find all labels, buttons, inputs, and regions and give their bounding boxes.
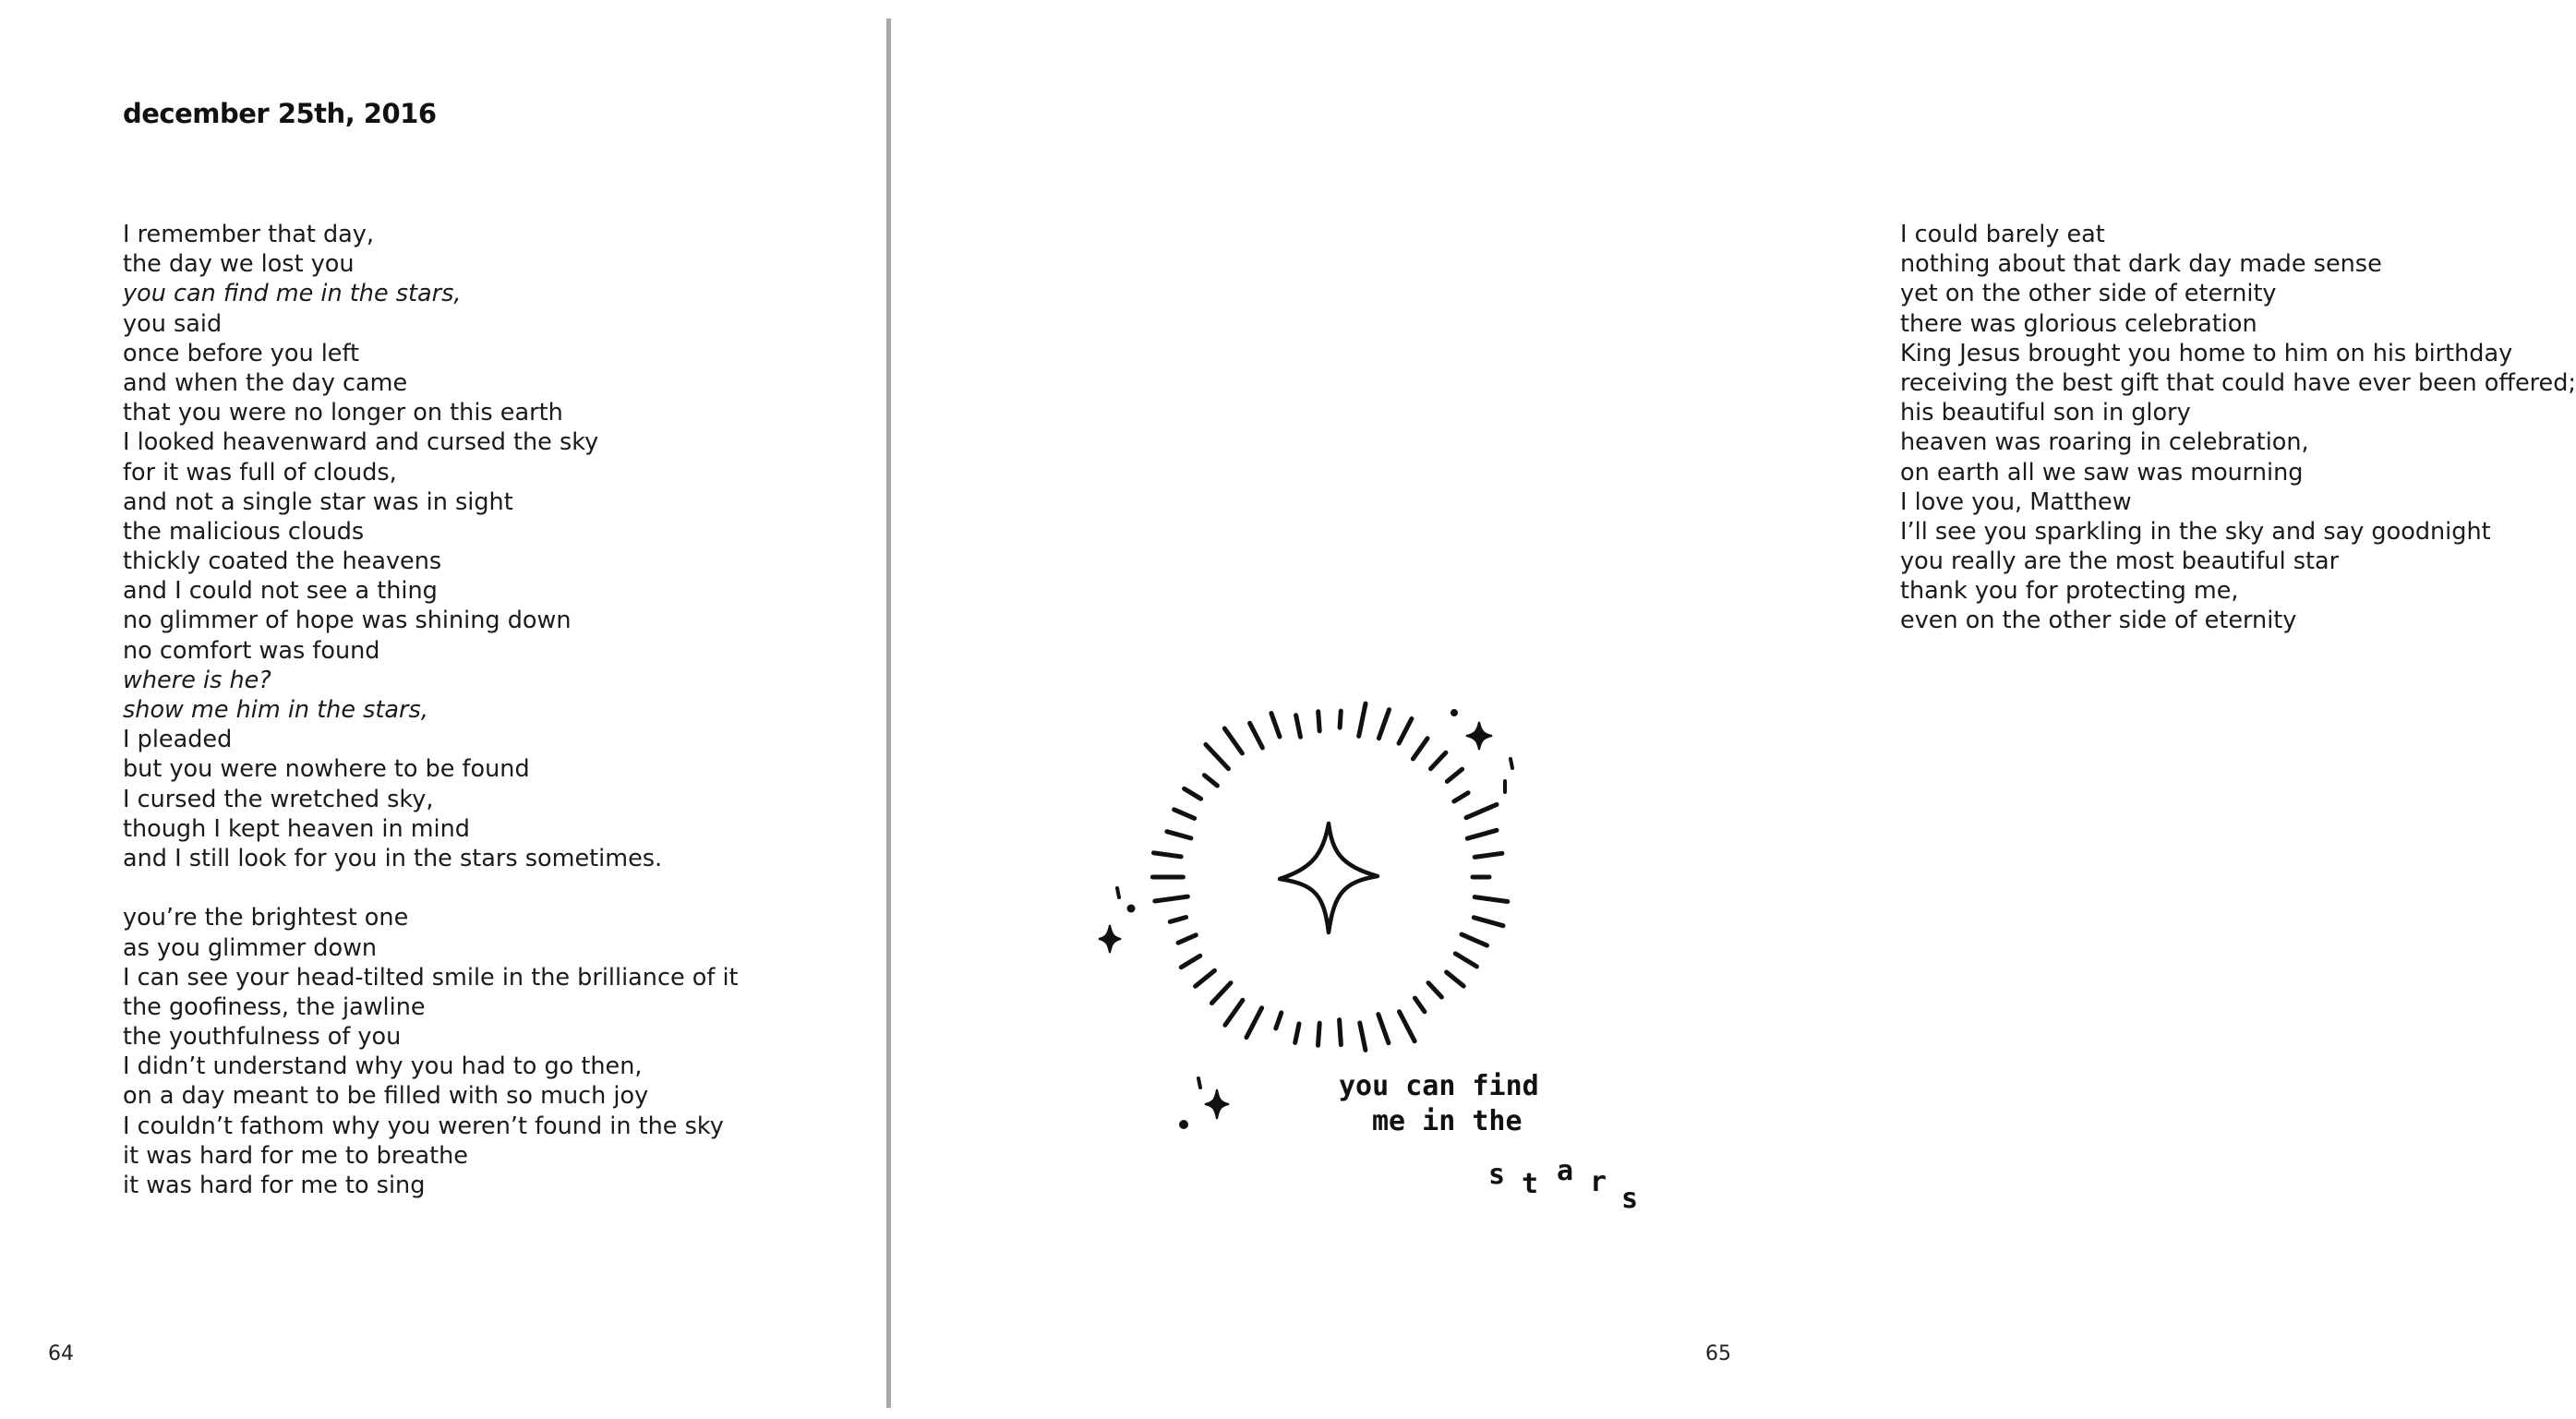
- ray-mark: [1475, 897, 1508, 902]
- ray-mark: [1181, 956, 1200, 967]
- ray-mark: [1340, 711, 1341, 728]
- ray-mark: [1296, 716, 1301, 738]
- poem-title: december 25th, 2016: [123, 98, 437, 129]
- ray-mark: [1454, 793, 1468, 801]
- poem-line: yet on the other side of eternity: [1900, 280, 2277, 308]
- ray-mark: [1295, 1024, 1299, 1043]
- ray-mark: [1196, 970, 1215, 986]
- dot-icon: [1179, 1120, 1188, 1129]
- poem-line: nothing about that dark day made sense: [1900, 250, 2382, 279]
- poem-line: you’re the brightest one: [123, 904, 409, 932]
- poem-line: the goofiness, the jawline: [123, 992, 426, 1021]
- ray-mark: [1246, 1008, 1262, 1038]
- dot-icon: [1127, 905, 1136, 913]
- poem-line: there was glorious celebration: [1900, 309, 2257, 338]
- ray-mark: [1462, 934, 1487, 945]
- ray-mark: [1250, 723, 1263, 748]
- ray-mark: [1378, 1015, 1389, 1043]
- star-illustration: [1062, 683, 1653, 1215]
- poem-line: thickly coated the heavens: [123, 547, 442, 576]
- poem-line: show me him in the stars,: [123, 696, 428, 724]
- sparkle-icon: [1099, 925, 1121, 953]
- left-page: [0, 0, 886, 1419]
- caption-line-1: you can find: [1339, 1070, 1539, 1102]
- poem-line: the day we lost you: [123, 250, 355, 279]
- ray-mark: [1474, 918, 1503, 926]
- radiant-star-icon: [1280, 824, 1378, 932]
- ray-mark: [1170, 918, 1186, 922]
- poem-line: receiving the best gift that could have ever been offered;: [1900, 368, 2576, 397]
- poem-line: no comfort was found: [123, 636, 380, 665]
- poem-line: on a day meant to be filled with so much joy: [123, 1082, 649, 1111]
- poem-line: I can see your head-tilted smile in the brilliance of it: [123, 963, 739, 992]
- ray-mark: [1340, 1020, 1342, 1045]
- ray-mark: [1318, 712, 1320, 731]
- caption-letter: a: [1557, 1155, 1574, 1187]
- poem-line: and not a single star was in sight: [123, 487, 513, 516]
- caption-line-2: me in the: [1372, 1105, 1523, 1137]
- poem-line: on earth all we saw was mourning: [1900, 458, 2304, 487]
- page-number-left: 64: [48, 1342, 74, 1365]
- poem-line: and when the day came: [123, 368, 408, 397]
- ray-mark: [1447, 769, 1462, 781]
- poem-line: I didn’t understand why you had to go then,: [123, 1052, 643, 1081]
- sparkle-icon: [1205, 1089, 1229, 1119]
- poem-line: no glimmer of hope was shining down: [123, 607, 572, 635]
- poem-line: I’ll see you sparkling in the sky and say goodnight: [1900, 517, 2491, 546]
- poem-line: I looked heavenward and cursed the sky: [123, 428, 599, 457]
- poem-line: thank you for protecting me,: [1900, 577, 2239, 606]
- ray-mark: [1212, 983, 1232, 1004]
- ray-mark: [1271, 714, 1280, 738]
- ray-mark: [1178, 935, 1196, 943]
- stanza-break: [123, 873, 739, 903]
- poem-line: King Jesus brought you home to him on his birthday: [1900, 339, 2513, 367]
- caption-letter: t: [1522, 1168, 1539, 1200]
- ray-mark: [1413, 739, 1427, 759]
- poem-line: I couldn’t fathom why you weren’t found in the sky: [123, 1112, 724, 1140]
- ray-ring: [1152, 703, 1507, 1050]
- poem-line: it was hard for me to breathe: [123, 1141, 468, 1170]
- sparkle-icon: [1466, 722, 1492, 750]
- caption-letter: s: [1621, 1183, 1639, 1215]
- ray-mark: [1224, 728, 1242, 753]
- ray-mark: [1225, 1000, 1243, 1025]
- poem-line: heaven was roaring in celebration,: [1900, 428, 2309, 457]
- ray-mark: [1206, 744, 1229, 768]
- ray-mark: [1167, 832, 1191, 838]
- poem-line: and I still look for you in the stars sometimes.: [123, 844, 663, 872]
- ray-mark: [1276, 1013, 1282, 1028]
- caption-letter: s: [1488, 1159, 1506, 1191]
- poem-line: and I could not see a thing: [123, 577, 438, 606]
- ray-mark: [1466, 804, 1497, 817]
- ray-mark: [1360, 1023, 1366, 1050]
- ray-mark: [1399, 719, 1412, 744]
- poem-line: as you glimmer down: [123, 933, 378, 962]
- ray-mark: [1447, 972, 1464, 986]
- ray-mark: [1204, 776, 1217, 786]
- caption-letter: r: [1590, 1166, 1607, 1198]
- poem-line: you really are the most beautiful star: [1900, 547, 2340, 576]
- poem-line: though I kept heaven in mind: [123, 814, 470, 843]
- poem-line: I pleaded: [123, 726, 233, 754]
- poem-line: you can find me in the stars,: [123, 280, 462, 308]
- poem-line: I cursed the wretched sky,: [123, 785, 434, 813]
- ray-mark: [1359, 703, 1366, 736]
- poem-line: that you were no longer on this earth: [123, 399, 563, 427]
- ray-mark: [1428, 983, 1441, 997]
- poem-line: you said: [123, 309, 223, 338]
- poem-line: his beautiful son in glory: [1900, 399, 2191, 427]
- ray-mark: [1475, 853, 1502, 857]
- ray-mark: [1318, 1023, 1320, 1045]
- ray-mark: [1455, 954, 1476, 967]
- poem-line: it was hard for me to sing: [123, 1172, 426, 1199]
- caption-stars-word: [1488, 1155, 1638, 1215]
- poem-body-left: [123, 220, 739, 1200]
- page-number-right: 65: [1705, 1342, 1731, 1365]
- ray-mark: [1431, 752, 1446, 769]
- poem-body-right: [1900, 220, 2576, 636]
- poem-line: the malicious clouds: [123, 517, 365, 546]
- ray-mark: [1155, 896, 1188, 901]
- ray-mark: [1400, 1012, 1415, 1041]
- ray-mark: [1467, 830, 1497, 838]
- ray-mark: [1415, 998, 1425, 1012]
- poem-line: I remember that day,: [123, 221, 374, 248]
- poem-line: once before you left: [123, 339, 360, 367]
- poem-line: where is he?: [123, 666, 271, 694]
- poem-line: for it was full of clouds,: [123, 458, 397, 487]
- ray-mark: [1185, 788, 1201, 799]
- poem-line: even on the other side of eternity: [1900, 607, 2297, 635]
- poem-line: but you were nowhere to be found: [123, 755, 530, 784]
- poem-line: I love you, Matthew: [1900, 487, 2132, 516]
- ray-mark: [1174, 810, 1195, 819]
- poem-line: the youthfulness of you: [123, 1023, 402, 1052]
- ray-mark: [1154, 853, 1182, 857]
- dot-icon: [1451, 709, 1458, 716]
- poem-line: I could barely eat: [1900, 221, 2105, 248]
- ray-mark: [1378, 710, 1389, 739]
